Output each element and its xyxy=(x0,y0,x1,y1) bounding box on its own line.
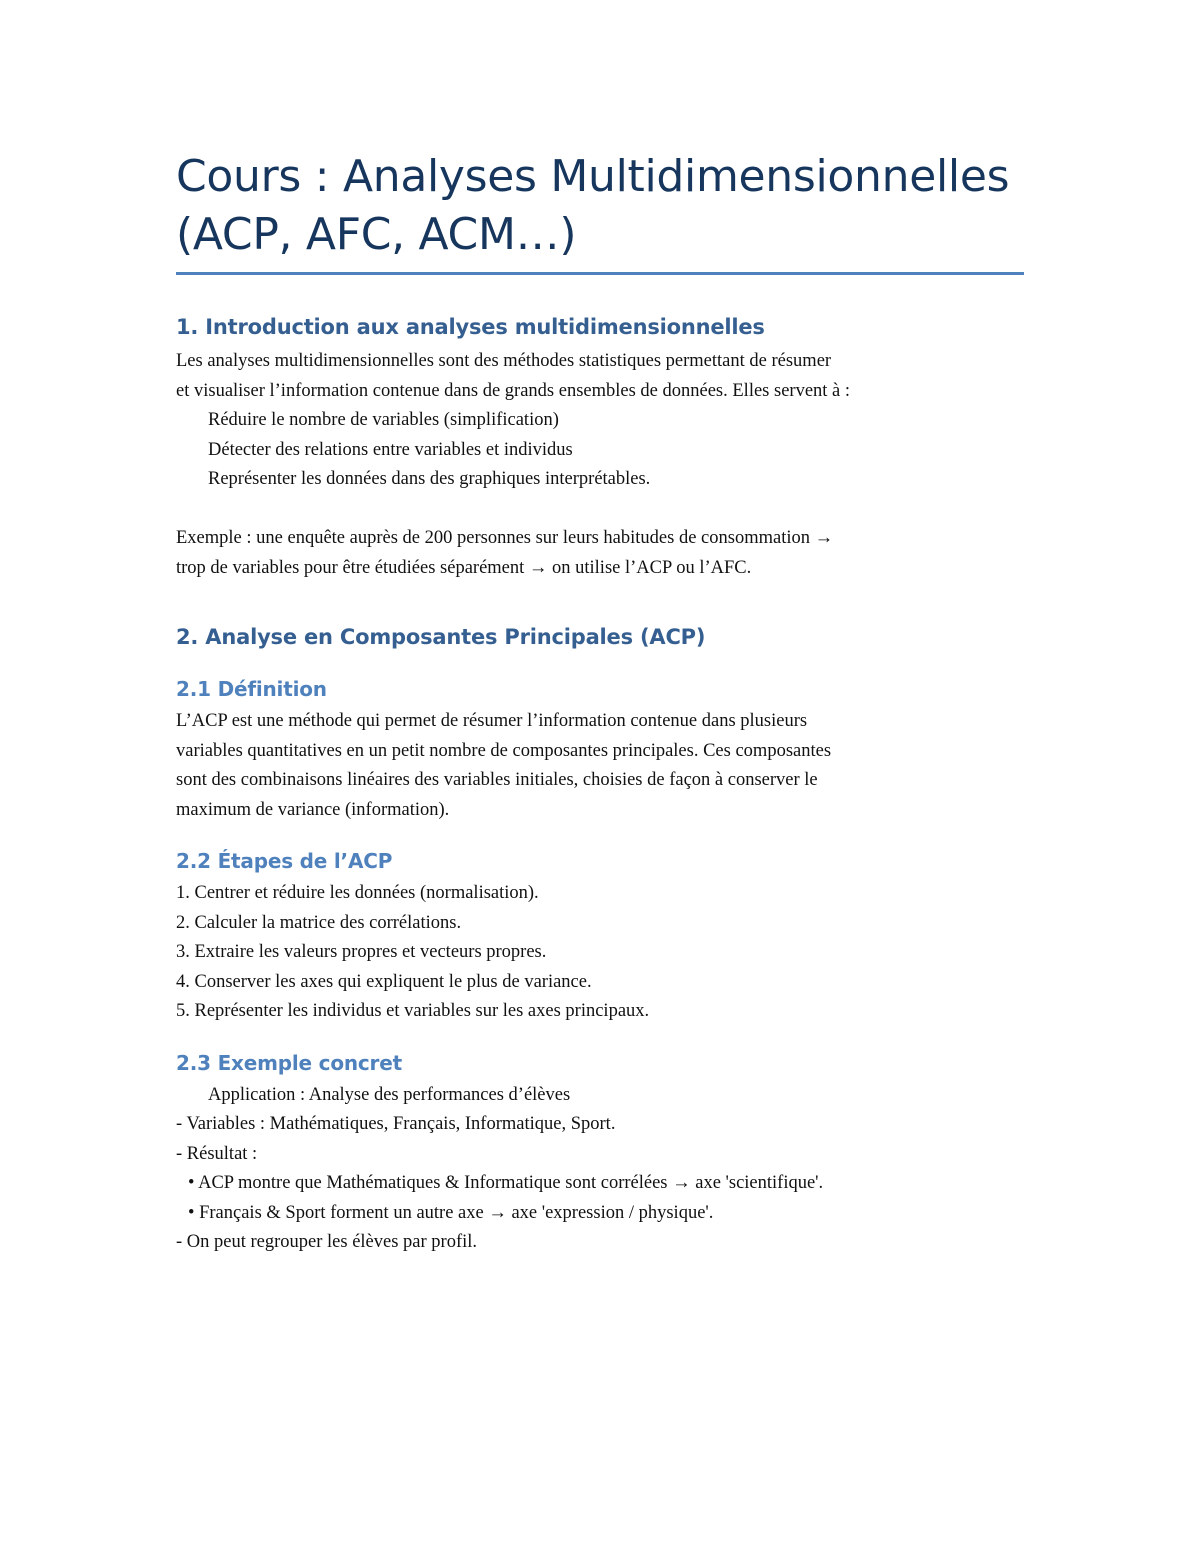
step-item: 1. Centrer et réduire les données (normalisation). xyxy=(176,883,539,903)
result-point: • Français & Sport forment un autre axe → axe 'expression / physique'. xyxy=(188,1202,714,1223)
step-item: 2. Calculer la matrice des corrélations. xyxy=(176,912,462,933)
steps-list xyxy=(176,879,1024,1027)
definition-paragraph xyxy=(176,707,1024,825)
document-title xyxy=(176,148,1024,264)
title-line-1: Cours : Analyses Multidimensionnelles xyxy=(176,151,1010,202)
list-item: Détecter des relations entre variables et individus xyxy=(208,439,573,460)
list-item: Réduire le nombre de variables (simplification) xyxy=(208,410,559,430)
variables-line: - Variables : Mathématiques, Français, Informatique, Sport. xyxy=(176,1114,616,1134)
document-content xyxy=(176,148,1024,1258)
step-item: 4. Conserver les axes qui expliquent le plus de variance. xyxy=(176,971,592,992)
definition-line: L’ACP est une méthode qui permet de résumer l’information contenue dans plusieurs xyxy=(176,711,808,731)
example-line-2: trop de variables pour être étudiées séparément → on utilise l’ACP ou l’AFC. xyxy=(176,557,752,578)
definition-line: variables quantitatives en un petit nombre de composantes principales. Ces composantes xyxy=(176,740,832,761)
section-1-heading: 1. Introduction aux analyses multidimensionnelles xyxy=(176,315,765,339)
intro-line-2: et visualiser l’information contenue dans de grands ensembles de données. Elles servent à : xyxy=(176,380,851,401)
subsection-2-2-heading: 2.2 Étapes de l’ACP xyxy=(176,849,393,873)
title-line-2: (ACP, AFC, ACM…) xyxy=(176,209,577,260)
section-2-heading: 2. Analyse en Composantes Principales (ACP) xyxy=(176,625,706,649)
intro-line-1: Les analyses multidimensionnelles sont des méthodes statistiques permettant de résumer xyxy=(176,351,832,371)
subsection-2-1-heading: 2.1 Définition xyxy=(176,677,327,701)
blank-line xyxy=(176,495,1024,525)
example-block xyxy=(176,1081,1024,1258)
definition-line: maximum de variance (information). xyxy=(176,799,450,820)
list-item: Représenter les données dans des graphiques interprétables. xyxy=(208,469,651,489)
section-1-body xyxy=(176,347,1024,583)
conclusion-line: - On peut regrouper les élèves par profil. xyxy=(176,1232,478,1252)
example-line-1: Exemple : une enquête auprès de 200 personnes sur leurs habitudes de consommation → xyxy=(176,528,834,548)
application-line: Application : Analyse des performances d’élèves xyxy=(208,1084,571,1105)
definition-line: sont des combinaisons linéaires des variables initiales, choisies de façon à conserver le xyxy=(176,770,818,790)
step-item: 5. Représenter les individus et variables sur les axes principaux. xyxy=(176,1001,650,1021)
result-label: - Résultat : xyxy=(176,1143,258,1164)
result-point: • ACP montre que Mathématiques & Informatique sont corrélées → axe 'scientifique'. xyxy=(188,1173,824,1193)
title-underline-rule xyxy=(176,272,1024,275)
subsection-2-3-heading: 2.3 Exemple concret xyxy=(176,1050,402,1075)
step-item: 3. Extraire les valeurs propres et vecteurs propres. xyxy=(176,942,547,962)
